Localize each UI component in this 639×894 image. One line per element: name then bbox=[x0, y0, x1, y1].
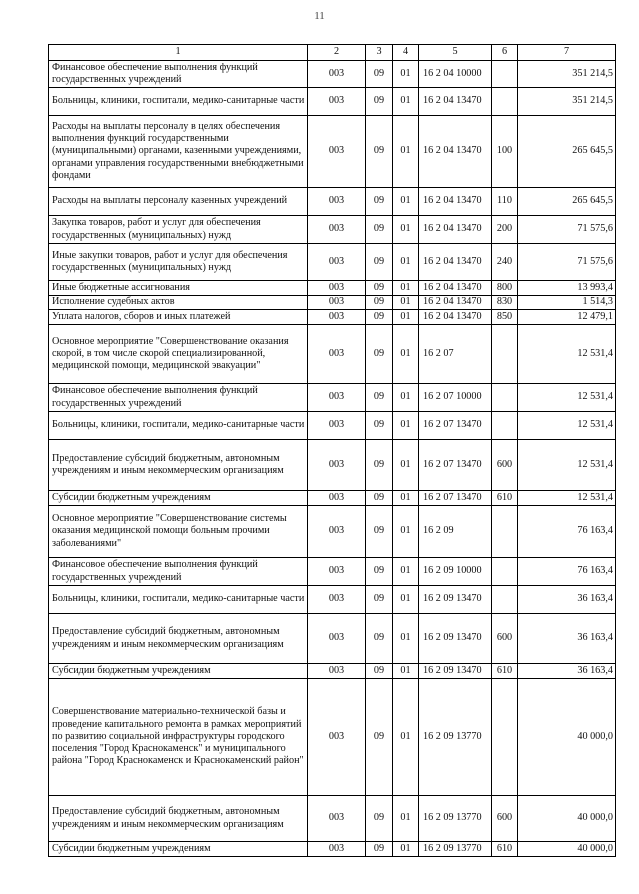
row-code-cell: 16 2 09 13470 bbox=[419, 614, 492, 664]
row-col3-cell: 09 bbox=[366, 614, 393, 664]
table-row bbox=[49, 586, 616, 614]
row-col2-cell: 003 bbox=[308, 116, 366, 188]
row-col4-cell: 01 bbox=[393, 296, 419, 310]
header-cell: 5 bbox=[419, 45, 492, 61]
row-amount-cell: 71 575,6 bbox=[518, 216, 616, 244]
row-col2-cell: 003 bbox=[308, 188, 366, 216]
row-amount-cell: 12 531,4 bbox=[518, 325, 616, 384]
row-col4-cell: 01 bbox=[393, 491, 419, 506]
row-col2-cell: 003 bbox=[308, 491, 366, 506]
row-col3-cell: 09 bbox=[366, 116, 393, 188]
header-cell: 7 bbox=[518, 45, 616, 61]
row-amount-cell: 265 645,5 bbox=[518, 188, 616, 216]
row-amount-cell: 76 163,4 bbox=[518, 506, 616, 558]
row-col2-cell: 003 bbox=[308, 412, 366, 440]
row-name-cell: Уплата налогов, сборов и иных платежей bbox=[49, 310, 308, 325]
row-col2-cell: 003 bbox=[308, 440, 366, 491]
row-code-cell: 16 2 09 13470 bbox=[419, 586, 492, 614]
budget-table-body bbox=[49, 45, 616, 857]
row-col6-cell bbox=[492, 325, 518, 384]
row-code-cell: 16 2 07 13470 bbox=[419, 440, 492, 491]
row-col6-cell bbox=[492, 586, 518, 614]
row-col2-cell: 003 bbox=[308, 310, 366, 325]
row-col3-cell: 09 bbox=[366, 244, 393, 281]
row-col3-cell: 09 bbox=[366, 664, 393, 679]
table-row bbox=[49, 384, 616, 412]
row-col6-cell: 200 bbox=[492, 216, 518, 244]
row-col2-cell: 003 bbox=[308, 325, 366, 384]
row-col4-cell: 01 bbox=[393, 664, 419, 679]
row-amount-cell: 36 163,4 bbox=[518, 664, 616, 679]
table-row bbox=[49, 188, 616, 216]
row-col6-cell: 600 bbox=[492, 614, 518, 664]
row-col3-cell: 09 bbox=[366, 558, 393, 586]
table-row bbox=[49, 558, 616, 586]
row-name-cell: Предоставление субсидий бюджетным, автономным учреждениям и иным некоммерческим организациям bbox=[49, 440, 308, 491]
row-col3-cell: 09 bbox=[366, 842, 393, 857]
row-name-cell: Больницы, клиники, госпитали, медико-санитарные части bbox=[49, 88, 308, 116]
row-col6-cell: 600 bbox=[492, 440, 518, 491]
row-amount-cell: 12 531,4 bbox=[518, 491, 616, 506]
row-col2-cell: 003 bbox=[308, 679, 366, 796]
table-row bbox=[49, 796, 616, 842]
row-col4-cell: 01 bbox=[393, 614, 419, 664]
row-col3-cell: 09 bbox=[366, 440, 393, 491]
row-col6-cell bbox=[492, 679, 518, 796]
row-col3-cell: 09 bbox=[366, 586, 393, 614]
row-name-cell: Больницы, клиники, госпитали, медико-санитарные части bbox=[49, 412, 308, 440]
row-col6-cell: 610 bbox=[492, 842, 518, 857]
row-col2-cell: 003 bbox=[308, 281, 366, 296]
row-col4-cell: 01 bbox=[393, 116, 419, 188]
row-col6-cell: 850 bbox=[492, 310, 518, 325]
row-col4-cell: 01 bbox=[393, 88, 419, 116]
row-code-cell: 16 2 04 13470 bbox=[419, 244, 492, 281]
row-col2-cell: 003 bbox=[308, 842, 366, 857]
row-col6-cell bbox=[492, 88, 518, 116]
row-col3-cell: 09 bbox=[366, 412, 393, 440]
table-row bbox=[49, 216, 616, 244]
row-col3-cell: 09 bbox=[366, 281, 393, 296]
row-col6-cell: 240 bbox=[492, 244, 518, 281]
row-name-cell: Закупка товаров, работ и услуг для обеспечения государственных (муниципальных) нужд bbox=[49, 216, 308, 244]
header-cell: 1 bbox=[49, 45, 308, 61]
row-code-cell: 16 2 09 13770 bbox=[419, 842, 492, 857]
row-col4-cell: 01 bbox=[393, 188, 419, 216]
row-amount-cell: 12 531,4 bbox=[518, 440, 616, 491]
row-col3-cell: 09 bbox=[366, 216, 393, 244]
row-name-cell: Субсидии бюджетным учреждениям bbox=[49, 491, 308, 506]
row-col6-cell bbox=[492, 412, 518, 440]
row-amount-cell: 40 000,0 bbox=[518, 679, 616, 796]
row-code-cell: 16 2 04 10000 bbox=[419, 61, 492, 88]
row-code-cell: 16 2 04 13470 bbox=[419, 281, 492, 296]
row-amount-cell: 1 514,3 bbox=[518, 296, 616, 310]
row-code-cell: 16 2 04 13470 bbox=[419, 88, 492, 116]
table-row bbox=[49, 325, 616, 384]
header-cell: 2 bbox=[308, 45, 366, 61]
row-code-cell: 16 2 04 13470 bbox=[419, 216, 492, 244]
row-col2-cell: 003 bbox=[308, 61, 366, 88]
table-row bbox=[49, 296, 616, 310]
row-amount-cell: 76 163,4 bbox=[518, 558, 616, 586]
row-col2-cell: 003 bbox=[308, 558, 366, 586]
row-name-cell: Иные закупки товаров, работ и услуг для обеспечения государственных (муниципальных) нужд bbox=[49, 244, 308, 281]
row-col4-cell: 01 bbox=[393, 412, 419, 440]
row-col3-cell: 09 bbox=[366, 679, 393, 796]
row-col6-cell: 610 bbox=[492, 664, 518, 679]
row-col2-cell: 003 bbox=[308, 88, 366, 116]
row-name-cell: Субсидии бюджетным учреждениям bbox=[49, 664, 308, 679]
row-code-cell: 16 2 04 13470 bbox=[419, 296, 492, 310]
row-col2-cell: 003 bbox=[308, 796, 366, 842]
row-amount-cell: 36 163,4 bbox=[518, 586, 616, 614]
row-code-cell: 16 2 09 13470 bbox=[419, 664, 492, 679]
row-col4-cell: 01 bbox=[393, 842, 419, 857]
row-amount-cell: 12 479,1 bbox=[518, 310, 616, 325]
row-col6-cell bbox=[492, 61, 518, 88]
row-amount-cell: 265 645,5 bbox=[518, 116, 616, 188]
row-col6-cell: 110 bbox=[492, 188, 518, 216]
table-row bbox=[49, 664, 616, 679]
row-code-cell: 16 2 04 13470 bbox=[419, 310, 492, 325]
table-row bbox=[49, 61, 616, 88]
row-col4-cell: 01 bbox=[393, 310, 419, 325]
table-row bbox=[49, 116, 616, 188]
table-row bbox=[49, 412, 616, 440]
row-amount-cell: 12 531,4 bbox=[518, 412, 616, 440]
row-code-cell: 16 2 09 bbox=[419, 506, 492, 558]
row-name-cell: Основное мероприятие "Совершенствование системы оказания медицинской помощи больным прочими заболеваниями" bbox=[49, 506, 308, 558]
row-amount-cell: 12 531,4 bbox=[518, 384, 616, 412]
row-col6-cell: 800 bbox=[492, 281, 518, 296]
page-number: 11 bbox=[314, 10, 325, 22]
row-name-cell: Расходы на выплаты персоналу казенных учреждений bbox=[49, 188, 308, 216]
row-name-cell: Расходы на выплаты персоналу в целях обеспечения выполнения функций государственными (муниципальными) органами, казенными учреждениями, органами управления государственными внебюджетными фондами bbox=[49, 116, 308, 188]
header-cell: 4 bbox=[393, 45, 419, 61]
row-name-cell: Исполнение судебных актов bbox=[49, 296, 308, 310]
header-cell: 6 bbox=[492, 45, 518, 61]
row-col3-cell: 09 bbox=[366, 188, 393, 216]
row-col2-cell: 003 bbox=[308, 384, 366, 412]
row-name-cell: Финансовое обеспечение выполнения функций государственных учреждений bbox=[49, 61, 308, 88]
row-col3-cell: 09 bbox=[366, 796, 393, 842]
row-amount-cell: 36 163,4 bbox=[518, 614, 616, 664]
row-name-cell: Предоставление субсидий бюджетным, автономным учреждениям и иным некоммерческим организациям bbox=[49, 614, 308, 664]
row-col2-cell: 003 bbox=[308, 244, 366, 281]
row-col4-cell: 01 bbox=[393, 586, 419, 614]
table-header-row bbox=[49, 45, 616, 61]
table-row bbox=[49, 842, 616, 857]
row-col4-cell: 01 bbox=[393, 281, 419, 296]
row-col4-cell: 01 bbox=[393, 440, 419, 491]
table-row bbox=[49, 491, 616, 506]
row-code-cell: 16 2 09 13770 bbox=[419, 796, 492, 842]
header-cell: 3 bbox=[366, 45, 393, 61]
row-col2-cell: 003 bbox=[308, 614, 366, 664]
row-name-cell: Финансовое обеспечение выполнения функций государственных учреждений bbox=[49, 558, 308, 586]
row-col6-cell bbox=[492, 384, 518, 412]
row-col2-cell: 003 bbox=[308, 216, 366, 244]
table-row bbox=[49, 506, 616, 558]
row-amount-cell: 351 214,5 bbox=[518, 88, 616, 116]
row-code-cell: 16 2 04 13470 bbox=[419, 188, 492, 216]
row-col4-cell: 01 bbox=[393, 61, 419, 88]
row-col6-cell: 610 bbox=[492, 491, 518, 506]
row-col4-cell: 01 bbox=[393, 679, 419, 796]
row-name-cell: Основное мероприятие "Совершенствование оказания скорой, в том числе скорой специализированной, медицинской помощи, медицинской эвакуации" bbox=[49, 325, 308, 384]
row-col3-cell: 09 bbox=[366, 325, 393, 384]
row-col4-cell: 01 bbox=[393, 216, 419, 244]
row-col4-cell: 01 bbox=[393, 558, 419, 586]
row-code-cell: 16 2 07 13470 bbox=[419, 491, 492, 506]
row-col4-cell: 01 bbox=[393, 384, 419, 412]
row-col3-cell: 09 bbox=[366, 384, 393, 412]
table-row bbox=[49, 244, 616, 281]
row-col6-cell: 100 bbox=[492, 116, 518, 188]
row-col4-cell: 01 bbox=[393, 506, 419, 558]
row-col6-cell: 830 bbox=[492, 296, 518, 310]
row-col3-cell: 09 bbox=[366, 61, 393, 88]
row-col2-cell: 003 bbox=[308, 586, 366, 614]
row-col2-cell: 003 bbox=[308, 664, 366, 679]
row-col3-cell: 09 bbox=[366, 88, 393, 116]
row-amount-cell: 40 000,0 bbox=[518, 842, 616, 857]
row-col4-cell: 01 bbox=[393, 325, 419, 384]
row-col2-cell: 003 bbox=[308, 296, 366, 310]
row-col2-cell: 003 bbox=[308, 506, 366, 558]
row-col3-cell: 09 bbox=[366, 491, 393, 506]
row-name-cell: Финансовое обеспечение выполнения функций государственных учреждений bbox=[49, 384, 308, 412]
row-col3-cell: 09 bbox=[366, 310, 393, 325]
row-name-cell: Больницы, клиники, госпитали, медико-санитарные части bbox=[49, 586, 308, 614]
row-name-cell: Предоставление субсидий бюджетным, автономным учреждениям и иным некоммерческим организациям bbox=[49, 796, 308, 842]
row-col4-cell: 01 bbox=[393, 244, 419, 281]
table-row bbox=[49, 310, 616, 325]
table-row bbox=[49, 88, 616, 116]
row-code-cell: 16 2 07 10000 bbox=[419, 384, 492, 412]
row-code-cell: 16 2 09 10000 bbox=[419, 558, 492, 586]
row-amount-cell: 40 000,0 bbox=[518, 796, 616, 842]
row-code-cell: 16 2 07 13470 bbox=[419, 412, 492, 440]
table-row bbox=[49, 679, 616, 796]
row-amount-cell: 71 575,6 bbox=[518, 244, 616, 281]
table-row bbox=[49, 281, 616, 296]
row-col3-cell: 09 bbox=[366, 506, 393, 558]
budget-table bbox=[48, 44, 616, 857]
row-col6-cell bbox=[492, 558, 518, 586]
table-row bbox=[49, 440, 616, 491]
row-col4-cell: 01 bbox=[393, 796, 419, 842]
row-name-cell: Иные бюджетные ассигнования bbox=[49, 281, 308, 296]
row-amount-cell: 13 993,4 bbox=[518, 281, 616, 296]
table-row bbox=[49, 614, 616, 664]
row-name-cell: Совершенствование материально-технической базы и проведение капитального ремонта в рамках мероприятий по развитию социальной инфраструктуры городского поселения "Город Краснокаменск" и муниципального района "Город Краснокаменск и Краснокаменский район" bbox=[49, 679, 308, 796]
row-col3-cell: 09 bbox=[366, 296, 393, 310]
row-col6-cell: 600 bbox=[492, 796, 518, 842]
row-amount-cell: 351 214,5 bbox=[518, 61, 616, 88]
row-name-cell: Субсидии бюджетным учреждениям bbox=[49, 842, 308, 857]
row-col6-cell bbox=[492, 506, 518, 558]
row-code-cell: 16 2 09 13770 bbox=[419, 679, 492, 796]
row-code-cell: 16 2 07 bbox=[419, 325, 492, 384]
row-code-cell: 16 2 04 13470 bbox=[419, 116, 492, 188]
